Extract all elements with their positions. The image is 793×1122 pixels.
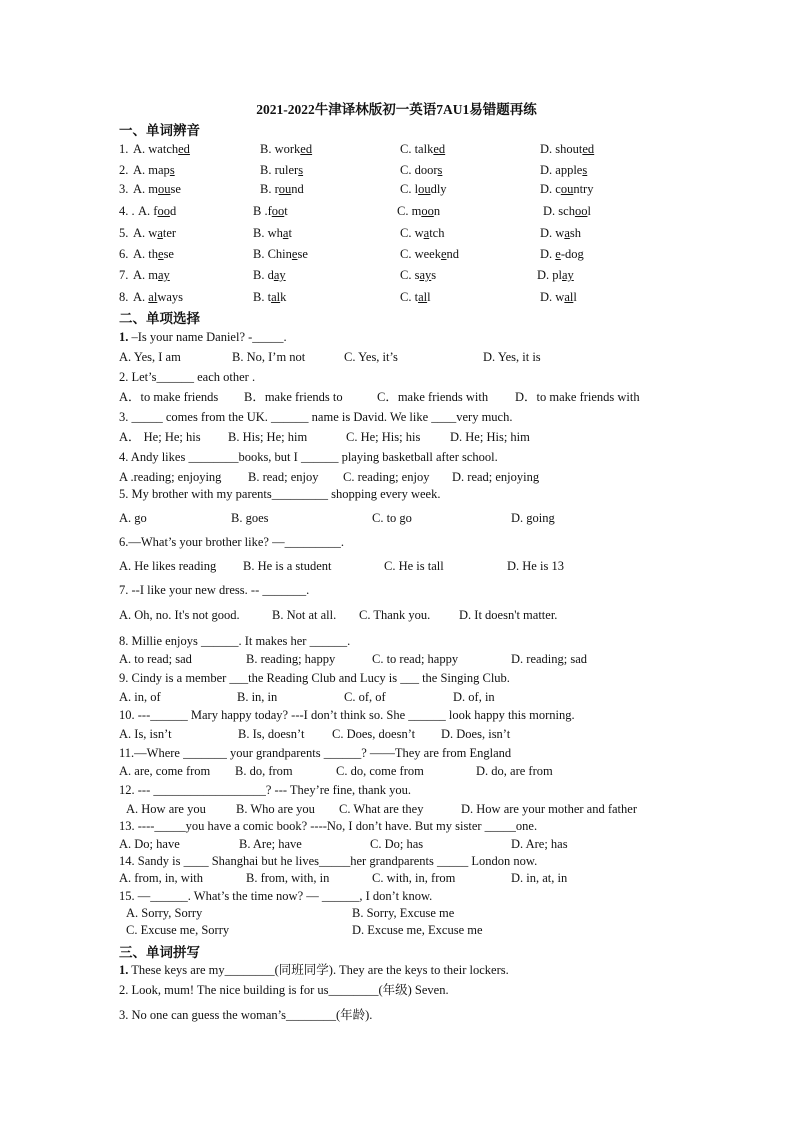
answer-option: D. Does, isn’t	[441, 727, 511, 741]
answer-option: A. Yes, I am	[119, 350, 181, 364]
answer-option: D. read; enjoying	[452, 470, 540, 484]
question-stem: 9. Cindy is a member ___the Reading Club and Lucy is ___ the Singing Club.	[119, 671, 510, 685]
question-stem: 10. ---______ Mary happy today? ---I don’t think so. She ______ look happy this morning.	[119, 708, 575, 722]
question-stem: 1. –Is your name Daniel? -_____.	[119, 330, 287, 344]
answer-option: A. go	[119, 511, 147, 525]
option: C. loudly	[400, 182, 447, 196]
answer-option: A． He; He; his	[119, 430, 201, 444]
answer-option: B. Not at all.	[272, 608, 337, 622]
question-number: 1.	[119, 963, 129, 977]
underlined-letters: al	[564, 290, 574, 304]
answer-option: C. reading; enjoy	[343, 470, 430, 484]
answer-option: B. Sorry, Excuse me	[352, 906, 455, 920]
underlined-letters: e	[555, 247, 561, 261]
underlined-letters: oo	[271, 204, 285, 218]
answer-option: D. Are; has	[511, 837, 568, 851]
option: B. day	[253, 268, 286, 282]
answer-option: B. do, from	[235, 764, 293, 778]
answer-option: C. Thank you.	[359, 608, 431, 622]
underlined-letters: ed	[300, 142, 313, 156]
answer-option: B. No, I’m not	[232, 350, 306, 364]
answer-option: A. Sorry, Sorry	[126, 906, 203, 920]
underlined-letters: s	[169, 163, 175, 177]
option: C. doors	[400, 163, 443, 177]
spelling-question: 3. No one can guess the woman’s________(年龄).	[119, 1008, 373, 1022]
underlined-letters: ed	[178, 142, 190, 156]
option: D. apples	[540, 163, 588, 177]
question-number: 5.	[119, 226, 129, 240]
underlined-letters: oo	[574, 204, 588, 218]
option: B. talk	[253, 290, 287, 304]
option: A. water	[133, 226, 177, 240]
answer-option: D. How are your mother and father	[461, 802, 637, 816]
answer-option: D. Yes, it is	[483, 350, 541, 364]
underlined-letters: ed	[582, 142, 595, 156]
answer-option: C. to go	[372, 511, 412, 525]
question-stem: 6.—What’s your brother like? —_________.	[119, 535, 344, 549]
underlined-letters: ed	[433, 142, 446, 156]
answer-option: A. How are you	[126, 802, 206, 816]
underlined-letters: ay	[419, 268, 432, 282]
answer-option: A .reading; enjoying	[119, 470, 222, 484]
answer-option: A. Do; have	[119, 837, 180, 851]
underlined-letters: a	[282, 226, 289, 240]
underlined-letters: ay	[158, 268, 170, 282]
option: C. weekend	[400, 247, 460, 261]
answer-option: A. Is, isn’t	[119, 727, 172, 741]
option: A. maps	[133, 163, 175, 177]
question-number: 3.	[119, 182, 129, 196]
option: B. rulers	[260, 163, 304, 177]
option: C. tall	[400, 290, 431, 304]
question-number: 2.	[119, 983, 129, 997]
option: D. play	[537, 268, 574, 282]
answer-option: A. in, of	[119, 690, 161, 704]
section-heading: 一、单词辨音	[119, 123, 200, 138]
answer-option: B．make friends to	[244, 390, 343, 404]
underlined-letters: a	[423, 226, 430, 240]
underlined-letters: a	[564, 226, 570, 240]
question-number: 1.	[119, 142, 129, 156]
answer-option: D. It doesn't matter.	[459, 608, 558, 622]
underlined-letters: ou	[560, 182, 574, 196]
option: D. country	[540, 182, 594, 196]
underlined-letters: ou	[158, 182, 171, 196]
option: B .foot	[253, 204, 288, 218]
question-stem: 4. Andy likes ________books, but I ______ playing basketball after school.	[119, 450, 498, 464]
underlined-letters: oo	[421, 204, 434, 218]
option: B. Chinese	[253, 247, 308, 261]
option: D. e-dog	[540, 247, 584, 261]
option: D. shouted	[540, 142, 595, 156]
answer-option: D. He is 13	[507, 559, 564, 573]
question-stem: 3. _____ comes from the UK. ______ name is David. We like ____very much.	[119, 410, 513, 424]
answer-option: B. goes	[231, 511, 269, 525]
answer-option: B. from, with, in	[246, 871, 330, 885]
answer-option: D．to make friends with	[515, 390, 640, 404]
option: A. mouse	[133, 182, 181, 196]
underlined-letters: a	[157, 226, 163, 240]
answer-option: B. He is a student	[243, 559, 332, 573]
answer-option: B. Is, doesn’t	[238, 727, 305, 741]
answer-option: C. do, come from	[336, 764, 424, 778]
question-stem: 15. —______. What’s the time now? — ______, I don’t know.	[119, 889, 433, 903]
answer-option: C. of, of	[344, 690, 386, 704]
question-number: 6.	[119, 247, 129, 261]
option: A. these	[133, 247, 174, 261]
question-number: 4. .	[119, 204, 135, 218]
answer-option: B. read; enjoy	[248, 470, 319, 484]
underlined-letters: e	[291, 247, 298, 261]
question-stem: 12. --- __________________? --- They’re fine, thank you.	[119, 783, 412, 797]
answer-option: B. Who are you	[236, 802, 315, 816]
answer-option: B. Are; have	[239, 837, 302, 851]
answer-option: A. to read; sad	[119, 652, 192, 666]
underlined-letters: s	[437, 163, 443, 177]
underlined-letters: s	[582, 163, 588, 177]
answer-option: D. in, at, in	[511, 871, 568, 885]
option: A. always	[133, 290, 184, 304]
underlined-letters: ou	[418, 182, 431, 196]
answer-option: C. Does, doesn’t	[332, 727, 416, 741]
question-number: 7.	[119, 268, 129, 282]
option: B. round	[260, 182, 304, 196]
page-title: 2021-2022牛津译林版初一英语7AU1易错题再练	[256, 102, 537, 117]
answer-option: C. He is tall	[384, 559, 444, 573]
option: C. talked	[400, 142, 446, 156]
spelling-question: 1. These keys are my________(同班同学). They are the keys to their lockers.	[119, 963, 509, 977]
option: A. may	[133, 268, 170, 282]
answer-option: C. Excuse me, Sorry	[126, 923, 230, 937]
answer-option: D. reading; sad	[511, 652, 588, 666]
underlined-letters: e	[440, 247, 447, 261]
answer-option: D. do, are from	[476, 764, 553, 778]
answer-option: C. What are they	[339, 802, 424, 816]
underlined-letters: ou	[278, 182, 292, 196]
underlined-letters: ay	[273, 268, 286, 282]
question-number: 2.	[119, 163, 129, 177]
answer-option: C. with, in, from	[372, 871, 456, 885]
option: B. what	[253, 226, 292, 240]
question-stem: 13. ----_____you have a comic book? ----No, I don’t have. But my sister _____one.	[119, 819, 538, 833]
answer-option: A. are, come from	[119, 764, 211, 778]
option: C. moon	[397, 204, 441, 218]
question-number: 8.	[119, 290, 129, 304]
answer-option: A. Oh, no. It's not good.	[119, 608, 240, 622]
option: C. watch	[400, 226, 445, 240]
section-heading: 三、单词拼写	[119, 945, 200, 960]
option: A. watched	[133, 142, 190, 156]
answer-option: B. His; He; him	[228, 430, 308, 444]
answer-option: B. in, in	[237, 690, 278, 704]
answer-option: D. He; His; him	[450, 430, 530, 444]
underlined-letters: ay	[562, 268, 574, 282]
option: B. worked	[260, 142, 313, 156]
underlined-letters: s	[298, 163, 304, 177]
question-number: 3.	[119, 1008, 129, 1022]
section-heading: 二、单项选择	[119, 311, 200, 326]
answer-option: C．make friends with	[377, 390, 489, 404]
answer-option: C. Yes, it’s	[344, 350, 398, 364]
underlined-letters: e	[158, 247, 164, 261]
answer-option: A. He likes reading	[119, 559, 217, 573]
question-number: 1.	[119, 330, 129, 344]
option: D. wash	[540, 226, 581, 240]
option: D. wall	[540, 290, 577, 304]
option: D. school	[543, 204, 591, 218]
answer-option: D. Excuse me, Excuse me	[352, 923, 483, 937]
question-stem: 11.—Where _______ your grandparents ______? ——They are from England	[119, 746, 512, 760]
option: C. says	[400, 268, 437, 282]
answer-option: B. reading; happy	[246, 652, 336, 666]
underlined-letters: al	[271, 290, 281, 304]
option: A. food	[138, 204, 177, 218]
question-stem: 2. Let’s______ each other .	[119, 370, 256, 384]
underlined-letters: al	[148, 290, 158, 304]
answer-option: C. He; His; his	[346, 430, 421, 444]
answer-option: D. going	[511, 511, 555, 525]
underlined-letters: al	[418, 290, 428, 304]
answer-option: C. to read; happy	[372, 652, 459, 666]
question-stem: 8. Millie enjoys ______. It makes her ______.	[119, 634, 351, 648]
answer-option: A. from, in, with	[119, 871, 204, 885]
answer-option: A．to make friends	[119, 390, 219, 404]
underlined-letters: oo	[157, 204, 170, 218]
question-stem: 5. My brother with my parents_________ shopping every week.	[119, 487, 441, 501]
question-stem: 14. Sandy is ____ Shanghai but he lives_____her grandparents _____ London now.	[119, 854, 538, 868]
answer-option: C. Do; has	[370, 837, 424, 851]
question-stem: 7. --I like your new dress. -- _______.	[119, 583, 310, 597]
answer-option: D. of, in	[453, 690, 495, 704]
spelling-question: 2. Look, mum! The nice building is for us________(年级) Seven.	[119, 983, 449, 997]
